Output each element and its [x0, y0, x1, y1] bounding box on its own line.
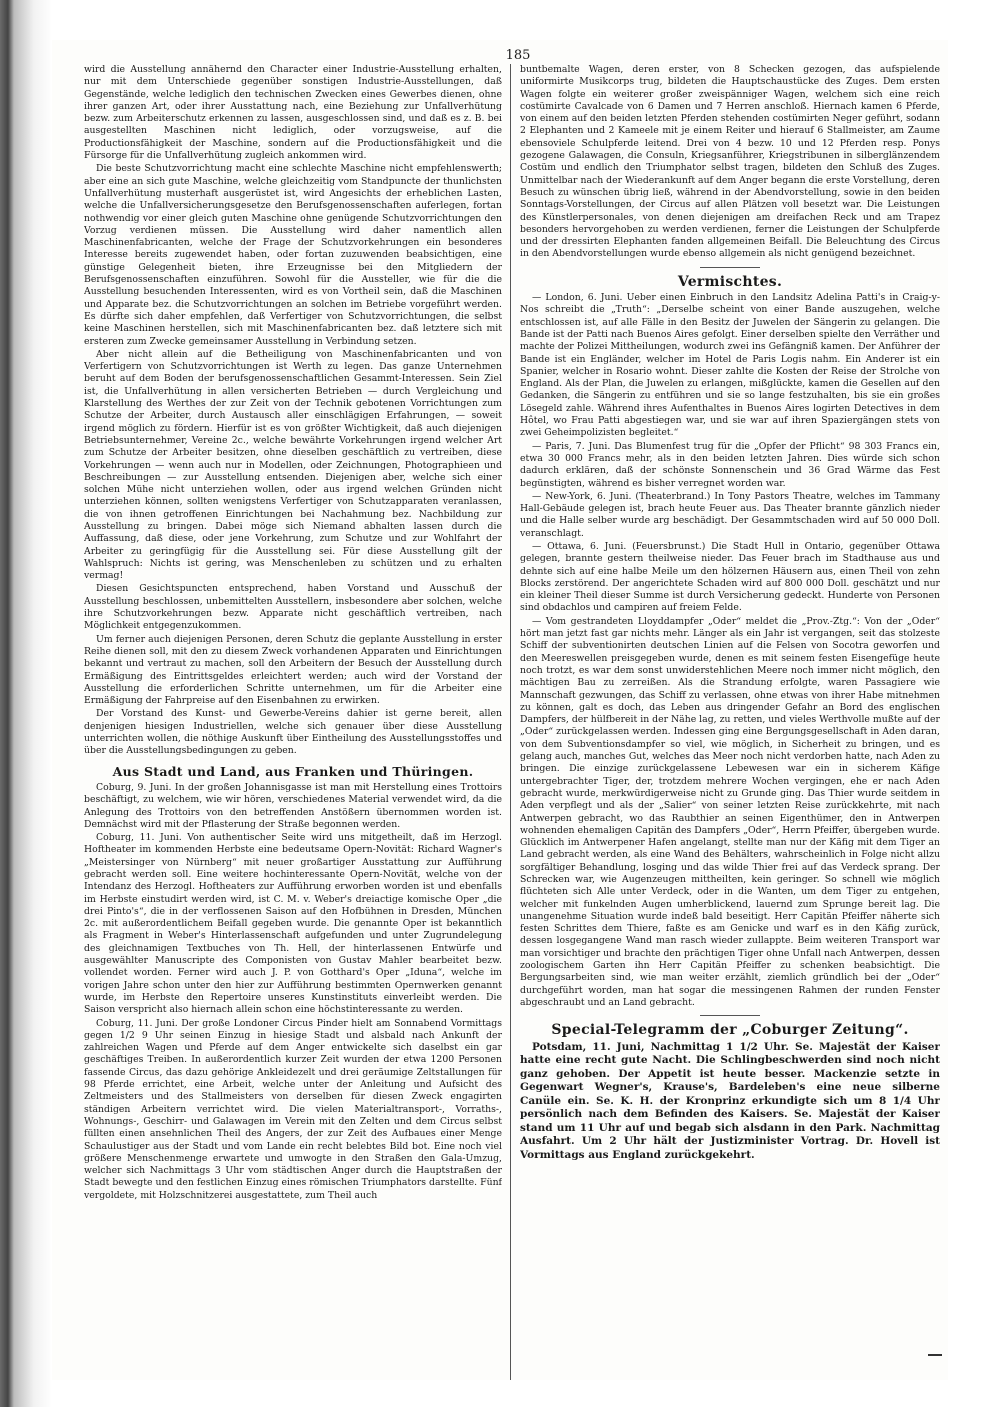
telegram-text: Potsdam, 11. Juni, Nachmittag 1 1/2 Uhr. Se. Majestät der Kaiser hatte eine recht gute Nacht. Die Schlingbeschwerden sind noch nicht ganz gehoben. Der Appetit ist heute besser. Mackenzie setzte in Gegenwart Wegner's, Krause's, Bardeleben's eine neue silberne Canüle ein. Se. K. H. der Kronprinz erkundigte sich um 8 1/4 Uhr persönlich nach dem Befinden des Kaisers. Se. Majestät der Kaiser stand um 11 Uhr auf und begab sich alsdann in den Park. Nachmittag Ausfahrt. Um 2 Uhr hält der Justizminister Vortrag. Dr. Hovell ist Vormittags aus England zurückgekehrt. [520, 1040, 940, 1161]
news-item: — Paris, 7. Juni. Das Blumenfest trug für die „Opfer der Pflicht“ 98 303 Francs ein, etwa 30 000 Francs mehr, als in den beiden letzten Jahren. Dies würde sich schon dadurch erklären, daß der schönste Sonnenschein und 36 Grad Wärme das Fest begünstigten, während es bisher verregnet worden war. [520, 440, 940, 489]
article-paragraph: Der Vorstand des Kunst- und Gewerbe-Vereins dahier ist gerne bereit, allen denjenigen hiesigen Industriellen, welche sich genauer über diese Ausstellung unterrichten wollen, die nöthige Auskunft über Eintheilung des Ausstellungsstoffes und über die Ausstellungsbedingungen zu geben. [84, 708, 502, 757]
left-column [84, 64, 502, 1380]
section-divider [700, 1015, 760, 1016]
right-column [520, 64, 940, 1380]
article-paragraph: Diesen Gesichtspuncten entsprechend, haben Vorstand und Ausschuß der Ausstellung beschlossen, unbemittelten Ausstellern, insbesondere aber solchen, welche ihre Schutzvorkehrungen bezw. Apparate nicht geschäftlich vertreiben, nach Möglichkeit entgegenzukommen. [84, 583, 502, 632]
article-paragraph: Um ferner auch diejenigen Personen, deren Schutz die geplante Ausstellung in erster Reihe dienen soll, mit den zu diesem Zweck vorhandenen Apparaten und Einrichtungen bekannt und vertraut zu machen, soll den Arbeitern der Besuch der Ausstellung durch Ermäßigung des Eintrittsgeldes erleichtert werden; auch wird der Vorstand der Ausstellung die erforderlichen Schritte unternehmen, um für die Arbeiter eine Ermäßigung der Fahrpreise auf den Eisenbahnen zu erwirken. [84, 633, 502, 707]
section-divider [700, 267, 760, 268]
telegram-heading: Special-Telegramm der „Coburger Zeitung“. [551, 1022, 909, 1039]
article-paragraph: buntbemalte Wagen, deren erster, von 8 Schecken gezogen, das aufspielende uniformirte Musikcorps trug, bildeten die Hauptschaustücke des Zuges. Dem ersten Wagen folgte ein weiterer großer zweispänniger Wagen, welchem sich eine reich costümirte Cavalcade von 6 Damen und 7 Herren anschloß. Hiernach kamen 6 Pferde, von einem auf den beiden letzten Pferden stehenden costümirten Neger geführt, sodann 2 Elephanten und 2 Kameele mit je einem Reiter und hierauf 6 Stallmeister, am Zaume ebensoviele Schulpferde leitend. Drei von 4 bezw. 10 und 12 Pferden resp. Ponys gezogene Galawagen, die Consuln, Kriegsanführer, Kriegstribunen in silberglänzendem Costüm und endlich den Triumphator selbst tragen, bildeten den Schluß des Zuges. Unmittelbar nach der Wiederankunft auf dem Anger begann die erste Vorstellung, deren Besuch zu wünschen übrig ließ, während in der Abendvorstellung, sowie in den beiden Sonntags-Vorstellungen, der Circus auf allen Plätzen voll besetzt war. Die Leistungen des Künstlerpersonales, von denen diejenigen am dreifachen Reck und am Trapez besonders hervorgehoben zu werden verdienen, ferner die Leistungen der Schulpferde und der dressirten Elephanten fanden allgemeinen Beifall. Die Beleuchtung des Circus in den Abendvorstellungen wurde ebenso allgemein als nicht genügend bezeichnet. [520, 64, 940, 260]
scan-binding-edge [0, 0, 52, 1407]
article-paragraph: wird die Ausstellung annähernd den Character einer Industrie-Ausstellung erhalten, nur mit dem Unterschiede gegenüber sonstigen Industrie-Ausstellungen, daß Gegenstände, welche lediglich den technischen Zwecken eines Gewerbes dienen, ohne ihrer ganzen Art, oder ihrer Ausstattung nach, eine Beziehung zur Unfallverhütung bezw. zum Arbeiterschutz erkennen zu lassen, ausgeschlossen sind, und daß es z. B. bei ausgestellten Maschinen nicht lediglich, oder vorzugsweise, auf die Productionsfähigkeit der Maschine, sondern auf die Productionsfähigkeit und die Fürsorge für die Unfallverhütung zugleich ankommen wird. [84, 64, 502, 162]
page-number: 185 [505, 48, 531, 63]
column-divider [510, 64, 511, 1380]
news-item: — Ottawa, 6. Juni. (Feuersbrunst.) Die Stadt Hull in Ontario, gegenüber Ottawa gelegen, brannte gestern theilweise nieder. Das Feuer brach im Stadthause aus und dehnte sich auf eine halbe Meile um den hölzernen Häusern aus, einen Theil von zehn Blocks zerstörend. Der angerichtete Schaden wird auf 800 000 Doll. geschätzt und nur ein kleiner Theil dieser Summe ist durch Versicherung gedeckt. Hunderte von Personen sind obdachlos und campiren auf freiem Felde. [520, 540, 940, 614]
news-item: Coburg, 11. Juni. Der große Londoner Circus Pinder hielt am Sonnabend Vormittags gegen 1/2 9 Uhr seinen Einzug in hiesige Stadt und alsbald nach Ankunft der zahlreichen Wagen und Pferde auf dem Anger entwickelte sich daselbst ein gar geschäftiges Treiben. In außerordentlich kurzer Zeit wurden der etwa 1200 Personen fassende Circus, das dazu gehörige Ankleidezelt und drei geräumige Zeltstallungen für 98 Pferde errichtet, eine Arbeit, welche unter der Anleitung und Aufsicht des Zeltmeisters und des Stallmeisters von derselben für diesen Zweck engagirten ständigen Arbeitern verrichtet wird. Die vielen Materialtransport-, Vorraths-, Wohnungs-, Geschirr- und Galawagen im Verein mit den Zelten und dem Circus selbst füllten einen ansehnlichen Theil des Angers, der zur Zeit des Aufbaues einer Menge Schaulustiger aus der Stadt und vom Lande ein recht belebtes Bild bot. Eine noch viel größere Menschenmenge erwartete und umwogte in den Straßen den Gala-Umzug, welcher sich Nachmittags 3 Uhr vom städtischen Anger durch die Hauptstraßen der Stadt bewegte und den festlichen Einzug eines römischen Triumphators darstellte. Fünf vergoldete, mit Holzschnitzerei ausgestattete, zum Theil auch [84, 1017, 502, 1201]
end-mark [928, 1354, 942, 1356]
news-item: — London, 6. Juni. Ueber einen Einbruch in den Landsitz Adelina Patti's in Craig-y-Nos schreibt die „Truth“: „Derselbe scheint von einer Bande auszugehen, welche entschlossen ist, auf alle Fälle in den Besitz der Juwelen der Sängerin zu gelangen. Die Bande ist der Patti nach Buenos Aires gefolgt. Einer derselben spielte den Verräther und machte der Polizei Mittheilungen, wodurch zwei ins Gefängniß kamen. Der Anführer der Bande ist ein Engländer, welcher im Hotel de Paris Logis nahm. Ein Anderer ist ein Spanier, welcher in Rosario wohnt. Dieser zahlte die Kosten der Reise der Strolche von England. Als der Plan, die Juwelen zu erlangen, mißglückte, kamen die Gesellen auf den Gedanken, die Sängerin zu entführen und sie so lange festzuhalten, bis sie ein großes Lösegeld zahle. Während ihres Aufenthaltes in Buenos Aires logirten Detectives in dem Hôtel, wo Frau Patti abgestiegen war, und sie war auf ihren Spaziergängen stets von zwei Geheimpolizisten begleitet.“ [520, 292, 940, 439]
article-paragraph: Die beste Schutzvorrichtung macht eine schlechte Maschine nicht empfehlenswerth; aber eine an sich gute Maschine, welche gleichzeitig vom Standpuncte der thunlichsten Unfallverhütung musterhaft ausgerüstet ist, wird Angesichts der erheblichen Lasten, welche die Unfallversicherungsgesetze den Berufsgenossenschaften auferlegen, fortan nothwendig vor einer gleich guten Maschine ohne genügende Schutzvorrichtungen den Vorzug verdienen müssen. Die Ausstellung wird daher namentlich allen Maschinenfabricanten, welche der Frage der Schutzvorkehrungen ein besonderes Interesse bereits zugewendet haben, oder fortan zuzuwenden beabsichtigen, eine günstige Gelegenheit bieten, ihre Erzeugnisse bei den Mitgliedern der Berufsgenossenschaften einzuführen. Sowohl für die Aussteller, wie für die die Ausstellung besuchenden Interessenten, wird es von Vortheil sein, daß die Maschinen und Apparate bez. die Schutzvorrichtungen an solchen im Betriebe vorgeführt werden. Es dürfte sich daher empfehlen, daß Verfertiger von Schutzvorrichtungen, die selbst keine Maschinen herstellen, sich mit Maschinenfabricanten bez. daß letztere sich mit ersteren zum Zwecke gemeinsamer Ausstellung in Verbindung setzen. [84, 163, 502, 347]
section-heading-miscellaneous: Vermischtes. [677, 273, 783, 290]
article-paragraph: Aber nicht allein auf die Betheiligung von Maschinenfabricanten und von Verfertigern von Schutzvorrichtungen ist Werth zu legen. Das ganze Unternehmen beruht auf dem Boden der berufsgenossenschaftlichen Gesammt-Interessen. Sein Ziel ist, die Unfallverhütung in allen versicherten Betrieben — durch Vergleichung und Klarstellung des Werthes der zur Zeit von der Technik gebotenen Vorrichtungen zum Schutze der Arbeiter, durch Austausch aller einschlägigen Erfahrungen, — soweit irgend möglich zu fördern. Hierfür ist es von größter Wichtigkeit, daß auch diejenigen Betriebsunternehmer, Vereine 2c., welche bewährte Vorkehrungen irgend welcher Art zum Schutze der Arbeiter besitzen, ohne dieselben geschäftlich zu vertreiben, diese Vorkehrungen — wenn auch nur in Modellen, oder Zeichnungen, Photographieen und Beschreibungen — zur Ausstellung entsenden. Diejenigen aber, welche sich einer solchen Mühe nicht unterziehen wollen, oder aus irgend welchen Gründen nicht unterziehen können, sollten wenigstens Verfertiger von Schutzapparaten veranlassen, die von ihnen getroffenen Einrichtungen bei Nachahmung bez. Nachbildung zur Ausstellung zu bringen. Dabei möge sich Niemand abhalten lassen durch die Auffassung, daß diese, oder jene Vorkehrung, zum Schutze und zur Wohlfahrt der Arbeiter zu geringfügig für die Ausstellung sei. Für diese Ausstellung gilt der Wahlspruch: Nichts ist gering, was Menschenleben zu schützen und zu erhalten vermag! [84, 348, 502, 582]
news-item: Coburg, 9. Juni. In der großen Johannisgasse ist man mit Herstellung eines Trottoirs beschäftigt, zu welchem, wie wir hören, verschiedenes Material verwendet wird, da die Anlegung des Trottoirs von den betreffenden Anstößern übernommen worden ist. Demnächst wird mit der Pflasterung der Straße begonnen werden. [84, 781, 502, 830]
news-item: — Vom gestrandeten Lloyddampfer „Oder“ meldet die „Prov.-Ztg.“: Von der „Oder“ hört man jetzt fast gar nichts mehr. Länger als ein Jahr ist vergangen, seit das stolzeste Schiff der subventionirten deutschen Linien auf die Felsen von Socotra geworfen und den Meereswellen preisgegeben wurde, denen es mit seinem festen Eisengefüge heute noch trotzt, es war dem sonst unwiderstehlichen Meere noch immer nicht möglich, den mächtigen Bau zu zerreißen. Als die Strandung erfolgte, waren Passagiere wie Mannschaft gezwungen, das Schiff zu verlassen, ohne etwas von ihrer Habe mitnehmen zu können, galt es doch, das Leben aus dringender Gefahr an Bord des englischen Dampfers, der hülfbereit in der Nähe lag, zu retten, und vieles Werthvolle mußte auf der „Oder“ zurückgelassen werden. Indessen ging eine Bergungsgesellschaft in Aden daran, von dem Subventionsdampfer so viel, wie möglich, in Sicherheit zu bringen, und es gelang auch, manches Gut, welches das Meer noch nicht verdorben hatte, nach Aden zu bringen. Die einzige zurückgelassene Lebewesen war ein in sicherem Käfige untergebrachter Tiger, der, trotzdem mehrere Wochen vergingen, ehe er nach Aden gebracht wurde, merkwürdigerweise nicht zu Grunde ging. Das Thier wurde seitdem in Aden verpflegt und als der „Salier“ von seiner letzten Reise zurückkehrte, mit nach Antwerpen gebracht, wo das Raubthier an seinen Eigenthümer, den in Antwerpen wohnenden ehemaligen Capitän des Dampfers „Oder“, Herrn Pfeiffer, übergeben wurde. Glücklich im Antwerpener Hafen angelangt, stellte man nur der Käfig mit dem Tiger an Land gebracht werden, als eine Wand des Behälters, wahrscheinlich in Folge nicht allzu sorgfältiger Behandlung, losging und das wilde Thier frei auf das Verdeck sprang. Der Schrecken war, wie Augenzeugen mittheilten, kein geringer. So schnell wie möglich flüchteten sich Alle unter Verdeck, oder in die Wanten, um dem Tiger zu entgehen, welcher mit funkelnden Augen umherblickend, lauernd zum Sprunge bereit lag. Die unangenehme Situation wurde indeß bald beseitigt. Herr Capitän Pfeiffer näherte sich festen Schrittes dem Thiere, faßte es am Genicke und warf es in den Käfig zurück, dessen losgegangene Wand man rasch wieder zullappte. Beim weiteren Transport war man vorsichtiger und brachte den prächtigen Tiger ohne Unfall nach Antwerpen, dessen zoologischem Garten ihn Herr Capitän Pfeiffer zu schenken beabsichtigt. Die Bergungsarbeiten sind, wie man weiter erzählt, ziemlich gründlich bei der „Oder“ durchgeführt worden, man hat sogar die messingenen Rahmen der runden Fenster abgeschraubt und an Land gebracht. [520, 615, 940, 1008]
news-item: — New-York, 6. Juni. (Theaterbrand.) In Tony Pastors Theatre, welches im Tammany Hall-Gebäude gelegen ist, brach heute Feuer aus. Das Theater brannte gänzlich nieder und die Halle selber wurde arg beschädigt. Der Gesammtschaden wird auf 50 000 Doll. veranschlagt. [520, 490, 940, 539]
section-heading-local-news: Aus Stadt und Land, aus Franken und Thüringen. [112, 763, 474, 779]
news-item: Coburg, 11. Juni. Von authentischer Seite wird uns mitgetheilt, daß im Herzogl. Hoftheater im kommenden Herbste eine bedeutsame Opern-Novität: Richard Wagner's „Meistersinger von Nürnberg“ mit neuer großartiger Ausstattung zur Aufführung gebracht werden soll. Eine weitere hochinteressante Opern-Novität, welche von der Intendanz des Herzogl. Hoftheaters zur Aufführung erworben worden ist und ebenfalls im Herbste einstudirt werden wird, ist C. M. v. Weber's dreiactige komische Oper „die drei Pinto's“, die in der verflossenen Saison auf den Hofbühnen in Dresden, München 2c. mit außerordentlichem Beifall gegeben wurde. Die genannte Oper ist bekanntlich als Fragment in Weber's Hinterlassenschaft aufgefunden und unter Zugrundelegung des gleichnamigen Textbuches von Th. Hell, der hinterlassenen Entwürfe und ausgewählter Manuscripte des Componisten von Gustav Mahler bearbeitet bezw. vollendet worden. Ferner wird auch J. P. von Gotthard's Oper „Iduna“, welche im vorigen Jahre schon unter den hier zur Aufführung bestimmten Opernwerken genannt wurde, im Herbste den Repertoire unseres Kunstinstituts einverleibt werden. Die Saison verspricht also hiernach allein schon eine höchstinteressante zu werden. [84, 832, 502, 1016]
